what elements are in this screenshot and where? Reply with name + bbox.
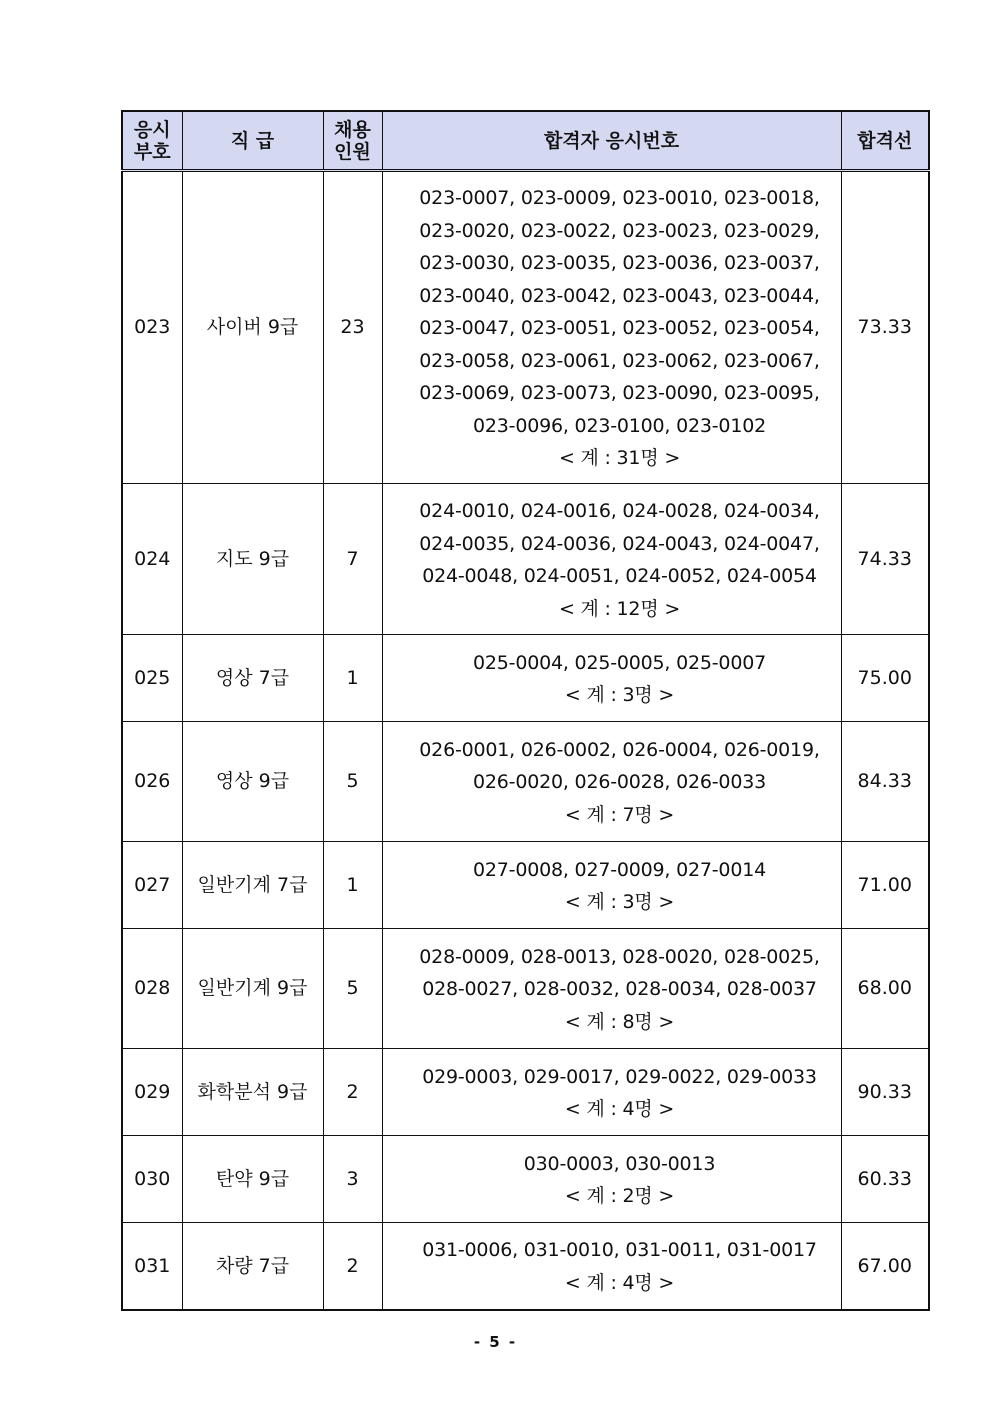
- passer-numbers-line: 026-0001, 026-0002, 026-0004, 026-0019,: [419, 738, 820, 761]
- passer-total: < 계 : 12명 >: [558, 597, 681, 620]
- hires-cell: 1: [323, 842, 382, 929]
- passer-numbers-line: 027-0008, 027-0009, 027-0014: [473, 858, 766, 881]
- cutoff-cell: 60.33: [841, 1136, 929, 1223]
- hires-cell: 23: [323, 171, 382, 484]
- exam-code-cell: 030: [122, 1136, 182, 1223]
- passer-numbers-line: 028-0009, 028-0013, 028-0020, 028-0025,: [419, 945, 820, 968]
- cutoff-cell: 74.33: [841, 484, 929, 635]
- results-table: [121, 110, 930, 1311]
- hires-cell: 2: [323, 1049, 382, 1136]
- exam-code-cell: 024: [122, 484, 182, 635]
- passer-total: < 계 : 4명 >: [564, 1271, 675, 1294]
- passer-numbers-cell: [382, 1136, 841, 1223]
- exam-code-cell: 028: [122, 929, 182, 1049]
- passer-numbers-line: 023-0096, 023-0100, 023-0102: [473, 414, 766, 437]
- passer-numbers-cell: [382, 1049, 841, 1136]
- page-number: - 5 -: [473, 1333, 518, 1351]
- cutoff-cell: 71.00: [841, 842, 929, 929]
- cutoff-cell: 84.33: [841, 722, 929, 842]
- position-cell: 영상 7급: [182, 635, 323, 722]
- cutoff-cell: 68.00: [841, 929, 929, 1049]
- header-hires-line2: 인원: [334, 140, 371, 163]
- cutoff-cell: 75.00: [841, 635, 929, 722]
- exam-code-cell: 023: [122, 171, 182, 484]
- header-cutoff: 합격선: [841, 111, 929, 171]
- passer-numbers-line: 029-0003, 029-0017, 029-0022, 029-0033: [422, 1065, 817, 1088]
- cutoff-cell: 73.33: [841, 171, 929, 484]
- position-cell: 일반기계 7급: [182, 842, 323, 929]
- position-cell: 화학분석 9급: [182, 1049, 323, 1136]
- passer-total: < 계 : 31명 >: [558, 447, 681, 470]
- position-cell: 사이버 9급: [182, 171, 323, 484]
- header-exam-code-line1: 응시: [133, 118, 171, 141]
- exam-code-cell: 026: [122, 722, 182, 842]
- passer-numbers-line: 023-0007, 023-0009, 023-0010, 023-0018,: [419, 187, 820, 210]
- header-exam-code: [122, 111, 182, 171]
- passer-numbers-line: 031-0006, 031-0010, 031-0011, 031-0017: [422, 1239, 817, 1262]
- table-row: [122, 1136, 929, 1223]
- header-passers: 합격자 응시번호: [382, 111, 841, 171]
- hires-cell: 5: [323, 722, 382, 842]
- table-row: [122, 842, 929, 929]
- passer-total: < 계 : 4명 >: [564, 1098, 675, 1120]
- passer-numbers-cell: [382, 842, 841, 929]
- passer-numbers-cell: [382, 171, 841, 484]
- passer-numbers-cell: [382, 635, 841, 722]
- passer-numbers-line: 023-0058, 023-0061, 023-0062, 023-0067,: [419, 349, 820, 372]
- passer-numbers-line: 024-0035, 024-0036, 024-0043, 024-0047,: [419, 532, 820, 555]
- passer-numbers-line: 028-0027, 028-0032, 028-0034, 028-0037: [422, 978, 817, 1001]
- table-row: [122, 171, 929, 484]
- table-header-row: [122, 111, 929, 171]
- header-hires-line1: 채용: [334, 118, 371, 141]
- header-exam-code-line2: 부호: [133, 140, 171, 163]
- hires-cell: 5: [323, 929, 382, 1049]
- passer-numbers-cell: [382, 484, 841, 635]
- position-cell: 탄약 9급: [182, 1136, 323, 1223]
- passer-numbers-line: 023-0030, 023-0035, 023-0036, 023-0037,: [419, 252, 820, 275]
- table-row: [122, 1049, 929, 1136]
- table-row: [122, 1223, 929, 1310]
- cutoff-cell: 90.33: [841, 1049, 929, 1136]
- exam-code-cell: 031: [122, 1223, 182, 1310]
- passer-total: < 계 : 8명 >: [564, 1010, 675, 1033]
- passer-total: < 계 : 3명 >: [564, 891, 675, 913]
- passer-numbers-line: 026-0020, 026-0028, 026-0033: [473, 771, 766, 794]
- cutoff-cell: 67.00: [841, 1223, 929, 1310]
- passer-numbers-line: 023-0020, 023-0022, 023-0023, 023-0029,: [419, 219, 820, 242]
- header-hires: [323, 111, 382, 171]
- passer-total: < 계 : 3명 >: [564, 684, 675, 706]
- position-cell: 지도 9급: [182, 484, 323, 635]
- exam-code-cell: 029: [122, 1049, 182, 1136]
- exam-code-cell: 027: [122, 842, 182, 929]
- position-cell: 일반기계 9급: [182, 929, 323, 1049]
- passer-numbers-line: 024-0010, 024-0016, 024-0028, 024-0034,: [419, 500, 820, 522]
- header-position: 직 급: [182, 111, 323, 171]
- passer-numbers-line: 023-0069, 023-0073, 023-0090, 023-0095,: [419, 382, 820, 405]
- table-row: [122, 635, 929, 722]
- hires-cell: 1: [323, 635, 382, 722]
- table-row: [122, 722, 929, 842]
- passer-numbers-cell: [382, 1223, 841, 1310]
- position-cell: 차량 7급: [182, 1223, 323, 1310]
- hires-cell: 3: [323, 1136, 382, 1223]
- passer-numbers-cell: [382, 722, 841, 842]
- passer-numbers-line: 023-0047, 023-0051, 023-0052, 023-0054,: [419, 317, 820, 340]
- hires-cell: 7: [323, 484, 382, 635]
- passer-numbers-line: 025-0004, 025-0005, 025-0007: [473, 651, 766, 674]
- table-row: [122, 929, 929, 1049]
- table-row: [122, 484, 929, 635]
- passer-numbers-line: 030-0003, 030-0013: [523, 1152, 716, 1175]
- exam-code-cell: 025: [122, 635, 182, 722]
- passer-numbers-cell: [382, 929, 841, 1049]
- position-cell: 영상 9급: [182, 722, 323, 842]
- passer-total: < 계 : 7명 >: [564, 803, 675, 826]
- hires-cell: 2: [323, 1223, 382, 1310]
- passer-numbers-line: 023-0040, 023-0042, 023-0043, 023-0044,: [419, 284, 820, 307]
- passer-numbers-line: 024-0048, 024-0051, 024-0052, 024-0054: [422, 565, 817, 587]
- passer-total: < 계 : 2명 >: [564, 1185, 675, 1207]
